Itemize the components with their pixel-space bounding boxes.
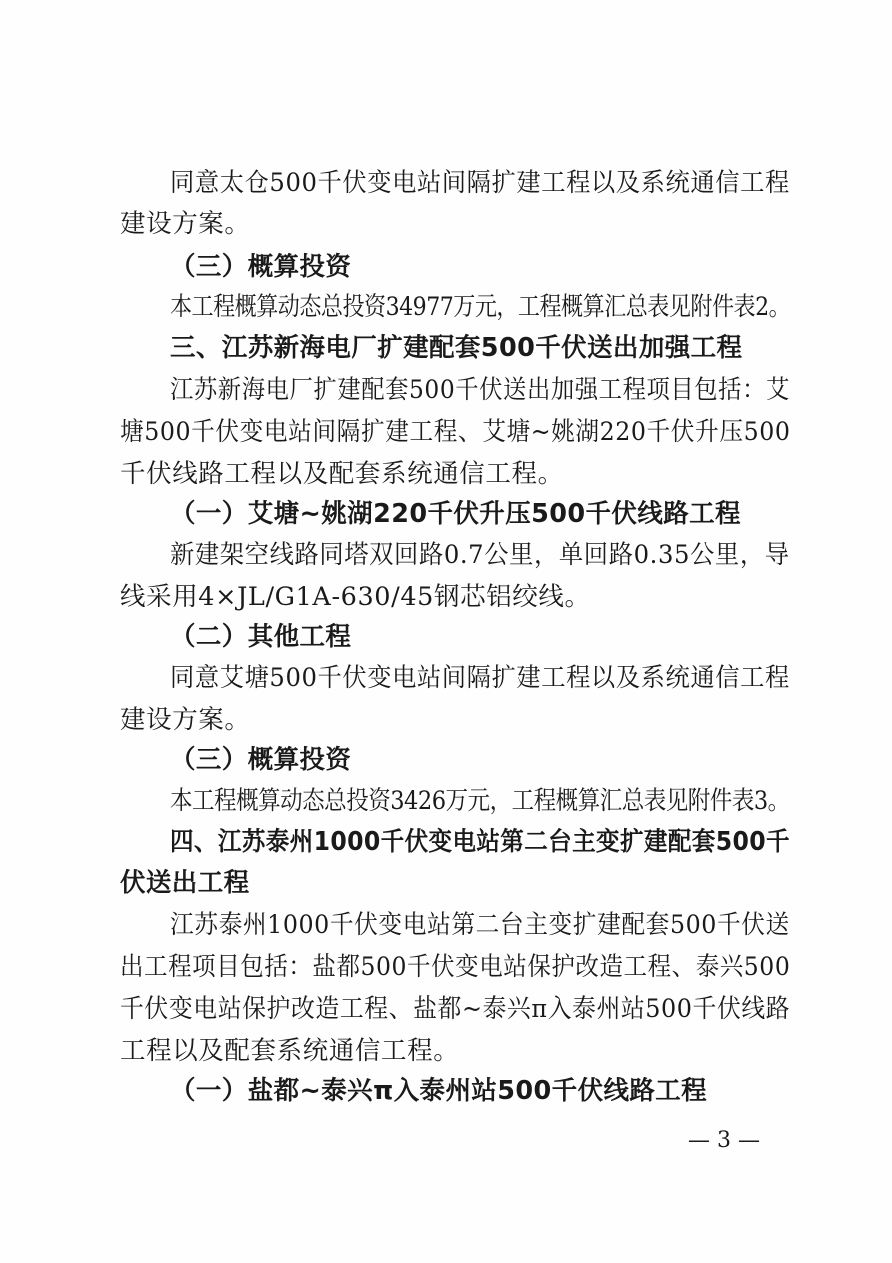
paragraph-line: 塘500千伏变电站间隔扩建工程、艾塘~姚湖220千伏升压500	[120, 417, 791, 447]
section-heading-continued: 伏送出工程	[120, 868, 250, 898]
subsection-heading: （三）概算投资	[170, 745, 352, 775]
paragraph-line: 工程以及配套系统通信工程。	[120, 1036, 460, 1066]
page-number: — 3 —	[688, 1128, 760, 1153]
subsection-heading: （一）盐都~泰兴π入泰州站500千伏线路工程	[170, 1076, 708, 1106]
paragraph-line: 建设方案。	[120, 209, 251, 239]
paragraph-line: 千伏变电站保护改造工程、盐都~泰兴π入泰州站500千伏线路	[120, 994, 791, 1024]
section-heading: 三、江苏新海电厂扩建配套500千伏送出加强工程	[170, 333, 743, 363]
paragraph-line: 同意太仓500千伏变电站间隔扩建工程以及系统通信工程	[170, 168, 790, 198]
subsection-heading: （二）其他工程	[170, 622, 352, 652]
paragraph-line: 建设方案。	[120, 705, 251, 735]
section-heading: 四、江苏泰州1000千伏变电站第二台主变扩建配套500千	[170, 827, 790, 857]
paragraph-line: 本工程概算动态总投资3426万元，工程概算汇总表见附件表3。	[170, 786, 790, 816]
subsection-heading: （一）艾塘~姚湖220千伏升压500千伏线路工程	[170, 499, 741, 529]
subsection-heading: （三）概算投资	[170, 252, 352, 282]
paragraph-line: 同意艾塘500千伏变电站间隔扩建工程以及系统通信工程	[170, 663, 790, 693]
paragraph-line: 线采用4×JL/G1A-630/45钢芯铝绞线。	[120, 582, 591, 612]
paragraph-line: 千伏线路工程以及配套系统通信工程。	[120, 459, 564, 489]
paragraph-line: 新建架空线路同塔双回路0.7公里，单回路0.35公里，导	[170, 540, 790, 570]
paragraph-line: 本工程概算动态总投资34977万元，工程概算汇总表见附件表2。	[170, 292, 791, 322]
paragraph-line: 江苏新海电厂扩建配套500千伏送出加强工程项目包括：艾	[170, 375, 790, 405]
paragraph-line: 出工程项目包括：盐都500千伏变电站保护改造工程、泰兴500	[120, 952, 791, 982]
paragraph-line: 江苏泰州1000千伏变电站第二台主变扩建配套500千伏送	[170, 910, 790, 940]
